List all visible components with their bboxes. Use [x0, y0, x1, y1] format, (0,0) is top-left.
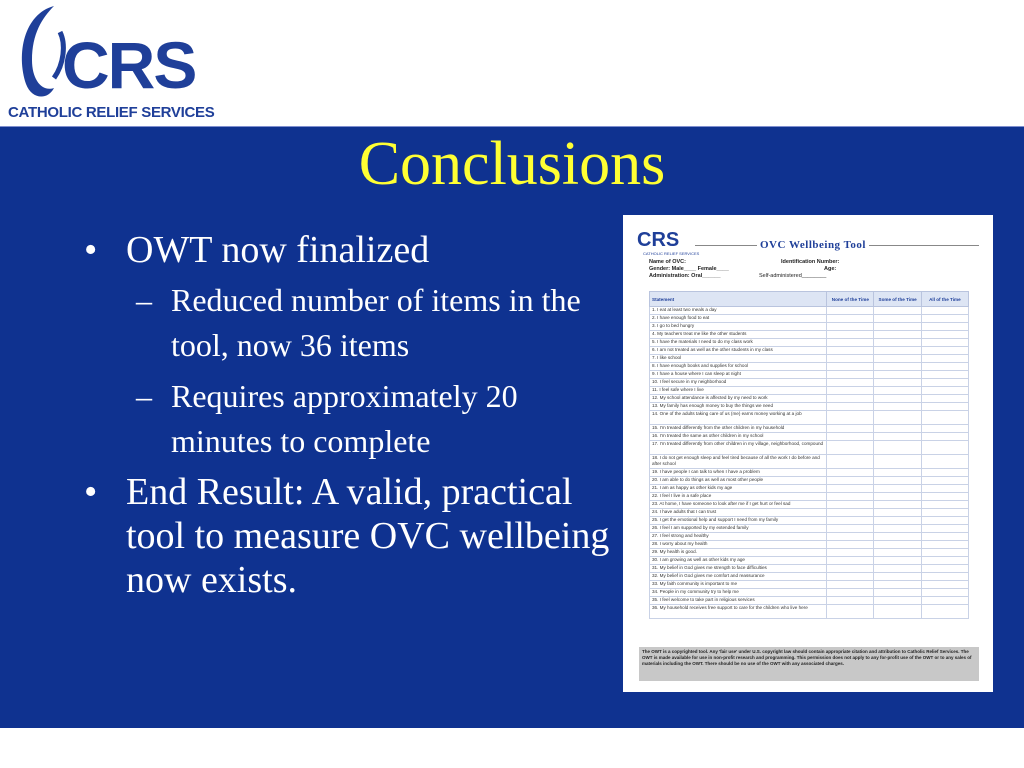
- bullet-item: • OWT now finalized: [84, 229, 430, 271]
- response-cell: [827, 477, 874, 485]
- response-cell: [827, 589, 874, 597]
- table-row: [650, 315, 969, 323]
- table-row: [650, 533, 969, 541]
- response-cell: [874, 557, 921, 565]
- response-cell: [921, 339, 968, 347]
- header-logo-area: [0, 0, 1024, 126]
- col-header-all: All of the Time: [921, 292, 968, 307]
- crs-logo-subtitle: CATHOLIC RELIEF SERVICES: [8, 104, 215, 121]
- response-cell: [827, 509, 874, 517]
- response-cell: [874, 455, 921, 469]
- response-cell: [921, 565, 968, 573]
- response-cell: [827, 425, 874, 433]
- response-cell: [827, 501, 874, 509]
- table-row: [650, 541, 969, 549]
- response-cell: [827, 469, 874, 477]
- statement-cell: 15. I'm treated differently from the other children in my household: [650, 425, 827, 433]
- response-cell: [921, 395, 968, 403]
- doc-crs-logo-subtitle: CATHOLIC RELIEF SERVICES: [643, 251, 700, 256]
- response-cell: [921, 347, 968, 355]
- response-cell: [874, 541, 921, 549]
- field-self: Self-administered________: [759, 273, 827, 279]
- table-row: [650, 525, 969, 533]
- response-cell: [827, 605, 874, 619]
- response-cell: [827, 441, 874, 455]
- sub-bullet-text: Requires approximately 20 minutes to complete: [171, 378, 518, 459]
- response-cell: [874, 549, 921, 557]
- response-cell: [921, 441, 968, 455]
- statement-cell: 34. People in my community try to help me: [650, 589, 827, 597]
- statement-cell: 12. My school attendance is affected by my need to work: [650, 395, 827, 403]
- response-cell: [921, 605, 968, 619]
- table-row: [650, 411, 969, 425]
- statement-cell: 5. I have the materials I need to do my class work: [650, 339, 827, 347]
- table-row: [650, 323, 969, 331]
- response-cell: [921, 411, 968, 425]
- response-cell: [827, 363, 874, 371]
- response-cell: [874, 581, 921, 589]
- response-cell: [921, 541, 968, 549]
- statement-cell: 25. I get the emotional help and support I need from my family: [650, 517, 827, 525]
- response-cell: [827, 339, 874, 347]
- statement-cell: 19. I have people I can talk to when I have a problem: [650, 469, 827, 477]
- table-row: [650, 395, 969, 403]
- slide-footer-strip: [0, 728, 1024, 768]
- response-cell: [827, 307, 874, 315]
- table-row: [650, 387, 969, 395]
- response-cell: [874, 339, 921, 347]
- statement-cell: 20. I am able to do things as well as most other people: [650, 477, 827, 485]
- slide-title: Conclusions: [358, 130, 666, 198]
- response-cell: [874, 597, 921, 605]
- table-row: [650, 493, 969, 501]
- statement-cell: 6. I am not treated as well as the other students in my class: [650, 347, 827, 355]
- response-cell: [827, 331, 874, 339]
- table-row: [650, 485, 969, 493]
- response-cell: [874, 501, 921, 509]
- doc-crs-logo: CRS: [637, 229, 680, 251]
- response-cell: [921, 379, 968, 387]
- response-cell: [874, 605, 921, 619]
- response-cell: [921, 363, 968, 371]
- bullet-text: End Result: A valid, practical tool to measure OVC wellbeing now exists.: [126, 471, 610, 601]
- table-row: [650, 425, 969, 433]
- response-cell: [827, 597, 874, 605]
- response-cell: [827, 395, 874, 403]
- response-cell: [874, 425, 921, 433]
- table-row: [650, 331, 969, 339]
- table-row: [650, 433, 969, 441]
- response-cell: [874, 477, 921, 485]
- col-header-statement: Statement: [650, 292, 827, 307]
- field-age: Age:: [824, 266, 837, 272]
- table-row: [650, 469, 969, 477]
- response-cell: [921, 557, 968, 565]
- table-row: [650, 517, 969, 525]
- field-gender: Gender: Male____ Female____: [649, 266, 729, 272]
- response-cell: [874, 441, 921, 455]
- response-cell: [921, 371, 968, 379]
- statement-cell: 9. I have a house where I can sleep at night: [650, 371, 827, 379]
- bullet-text: OWT now finalized: [126, 229, 430, 271]
- bullet-list: [84, 228, 619, 608]
- table-row: [650, 589, 969, 597]
- statement-cell: 27. I feel strong and healthy: [650, 533, 827, 541]
- response-cell: [827, 517, 874, 525]
- statement-cell: 32. My belief in God gives me comfort and reassurance: [650, 573, 827, 581]
- response-cell: [921, 517, 968, 525]
- response-cell: [827, 581, 874, 589]
- table-row: [650, 355, 969, 363]
- response-cell: [921, 581, 968, 589]
- response-cell: [874, 395, 921, 403]
- table-row: [650, 573, 969, 581]
- statement-cell: 10. I feel secure in my neighborhood: [650, 379, 827, 387]
- response-cell: [827, 403, 874, 411]
- response-cell: [827, 493, 874, 501]
- sub-bullet-item: – Requires approximately 20 minutes to complete: [136, 378, 518, 459]
- response-cell: [827, 387, 874, 395]
- response-cell: [827, 573, 874, 581]
- response-cell: [874, 573, 921, 581]
- statement-cell: 23. At home, I have someone to look after me if I get hurt or feel sad: [650, 501, 827, 509]
- response-cell: [874, 347, 921, 355]
- statement-cell: 13. My family has enough money to buy the things we need: [650, 403, 827, 411]
- statement-cell: 29. My health is good.: [650, 549, 827, 557]
- response-cell: [827, 411, 874, 425]
- table-row: [650, 339, 969, 347]
- response-cell: [874, 533, 921, 541]
- table-row: [650, 379, 969, 387]
- response-cell: [874, 589, 921, 597]
- response-cell: [874, 493, 921, 501]
- response-cell: [874, 387, 921, 395]
- response-cell: [921, 433, 968, 441]
- response-cell: [874, 355, 921, 363]
- table-row: [650, 455, 969, 469]
- doc-fields: [649, 259, 969, 280]
- statement-cell: 18. I do not get enough sleep and feel tired because of all the work I do before and after school: [650, 455, 827, 469]
- response-cell: [921, 533, 968, 541]
- statement-cell: 7. I like school: [650, 355, 827, 363]
- statement-cell: 28. I worry about my health: [650, 541, 827, 549]
- statement-cell: 24. I have adults that I can trust: [650, 509, 827, 517]
- response-cell: [874, 509, 921, 517]
- statement-cell: 1. I eat at least two meals a day: [650, 307, 827, 315]
- statement-cell: 36. My household receives free support to care for the children who live here: [650, 605, 827, 619]
- table-row: [650, 597, 969, 605]
- response-cell: [921, 509, 968, 517]
- table-row: [650, 347, 969, 355]
- statement-cell: 22. I feel I live in a safe place: [650, 493, 827, 501]
- table-row: [650, 605, 969, 619]
- statement-cell: 16. I'm treated the same as other children in my school: [650, 433, 827, 441]
- response-cell: [827, 485, 874, 493]
- response-cell: [874, 307, 921, 315]
- response-cell: [921, 573, 968, 581]
- response-cell: [827, 455, 874, 469]
- wellbeing-table: [649, 291, 969, 619]
- field-id: Identification Number:: [781, 259, 840, 265]
- statement-cell: 31. My belief in God gives me strength to face difficulties: [650, 565, 827, 573]
- response-cell: [874, 517, 921, 525]
- statement-cell: 35. I feel welcome to take part in religious services: [650, 597, 827, 605]
- statement-cell: 26. I feel I am supported by my extended family: [650, 525, 827, 533]
- response-cell: [874, 525, 921, 533]
- table-row: [650, 403, 969, 411]
- response-cell: [874, 315, 921, 323]
- field-admin: Administration: Oral______: [649, 273, 721, 279]
- response-cell: [874, 433, 921, 441]
- col-header-some: Some of the Time: [874, 292, 921, 307]
- response-cell: [827, 565, 874, 573]
- response-cell: [874, 363, 921, 371]
- response-cell: [921, 477, 968, 485]
- response-cell: [827, 323, 874, 331]
- response-cell: [921, 355, 968, 363]
- response-cell: [874, 469, 921, 477]
- response-cell: [921, 403, 968, 411]
- statement-cell: 21. I am as happy as other kids my age: [650, 485, 827, 493]
- statement-cell: 30. I am growing as well as other kids my age: [650, 557, 827, 565]
- response-cell: [921, 425, 968, 433]
- response-cell: [921, 315, 968, 323]
- response-cell: [874, 379, 921, 387]
- table-row: [650, 363, 969, 371]
- response-cell: [827, 525, 874, 533]
- table-row: [650, 307, 969, 315]
- response-cell: [921, 597, 968, 605]
- statement-cell: 11. I feel safe where I live: [650, 387, 827, 395]
- response-cell: [921, 549, 968, 557]
- doc-title: OVC Wellbeing Tool: [757, 239, 869, 251]
- response-cell: [827, 379, 874, 387]
- crs-logo-text: CRS: [62, 28, 196, 102]
- response-cell: [827, 533, 874, 541]
- response-cell: [921, 323, 968, 331]
- table-row: [650, 509, 969, 517]
- response-cell: [874, 331, 921, 339]
- response-cell: [874, 323, 921, 331]
- field-name: Name of OVC:: [649, 259, 686, 265]
- response-cell: [874, 371, 921, 379]
- response-cell: [921, 493, 968, 501]
- table-row: [650, 565, 969, 573]
- table-row: [650, 557, 969, 565]
- statement-cell: 4. My teachers treat me like the other students: [650, 331, 827, 339]
- response-cell: [827, 355, 874, 363]
- response-cell: [827, 433, 874, 441]
- response-cell: [827, 315, 874, 323]
- ovc-wellbeing-tool-image: [623, 215, 993, 692]
- response-cell: [874, 485, 921, 493]
- response-cell: [874, 403, 921, 411]
- response-cell: [921, 307, 968, 315]
- copyright-note: The OWT is a copyrighted tool. Any 'fair use' under U.S. copyright law should contain appropriate citation and attribution to Catholic Relief Services. The OWT is made available for use in non-profit research and programming. This permission does not apply to any for-profit use of the OWT or to any sales of materials including the OWT. There should be no use of the OWT with any associated charges.: [639, 647, 979, 681]
- statement-cell: 2. I have enough food to eat: [650, 315, 827, 323]
- statement-cell: 33. My faith community is important to me: [650, 581, 827, 589]
- table-row: [650, 549, 969, 557]
- response-cell: [921, 589, 968, 597]
- table-row: [650, 441, 969, 455]
- response-cell: [921, 485, 968, 493]
- table-row: [650, 581, 969, 589]
- sub-bullet-item: – Reduced number of items in the tool, now 36 items: [136, 282, 581, 363]
- table-row: [650, 371, 969, 379]
- response-cell: [921, 469, 968, 477]
- response-cell: [874, 411, 921, 425]
- table-body: [650, 307, 969, 619]
- statement-cell: 8. I have enough books and supplies for school: [650, 363, 827, 371]
- table-row: [650, 477, 969, 485]
- response-cell: [921, 455, 968, 469]
- col-header-none: None of the Time: [827, 292, 874, 307]
- response-cell: [827, 541, 874, 549]
- table-row: [650, 501, 969, 509]
- response-cell: [827, 549, 874, 557]
- sub-bullet-text: Reduced number of items in the tool, now 36 items: [171, 282, 581, 363]
- statement-cell: 3. I go to bed hungry: [650, 323, 827, 331]
- response-cell: [921, 331, 968, 339]
- bullet-item: • End Result: A valid, practical tool to measure OVC wellbeing now exists.: [84, 471, 610, 601]
- response-cell: [921, 525, 968, 533]
- response-cell: [921, 501, 968, 509]
- response-cell: [827, 371, 874, 379]
- response-cell: [874, 565, 921, 573]
- response-cell: [921, 387, 968, 395]
- response-cell: [827, 347, 874, 355]
- statement-cell: 14. One of the adults taking care of us (me) earns money working at a job: [650, 411, 827, 425]
- response-cell: [827, 557, 874, 565]
- statement-cell: 17. I'm treated differently from other children in my village, neighborhood, compound: [650, 441, 827, 455]
